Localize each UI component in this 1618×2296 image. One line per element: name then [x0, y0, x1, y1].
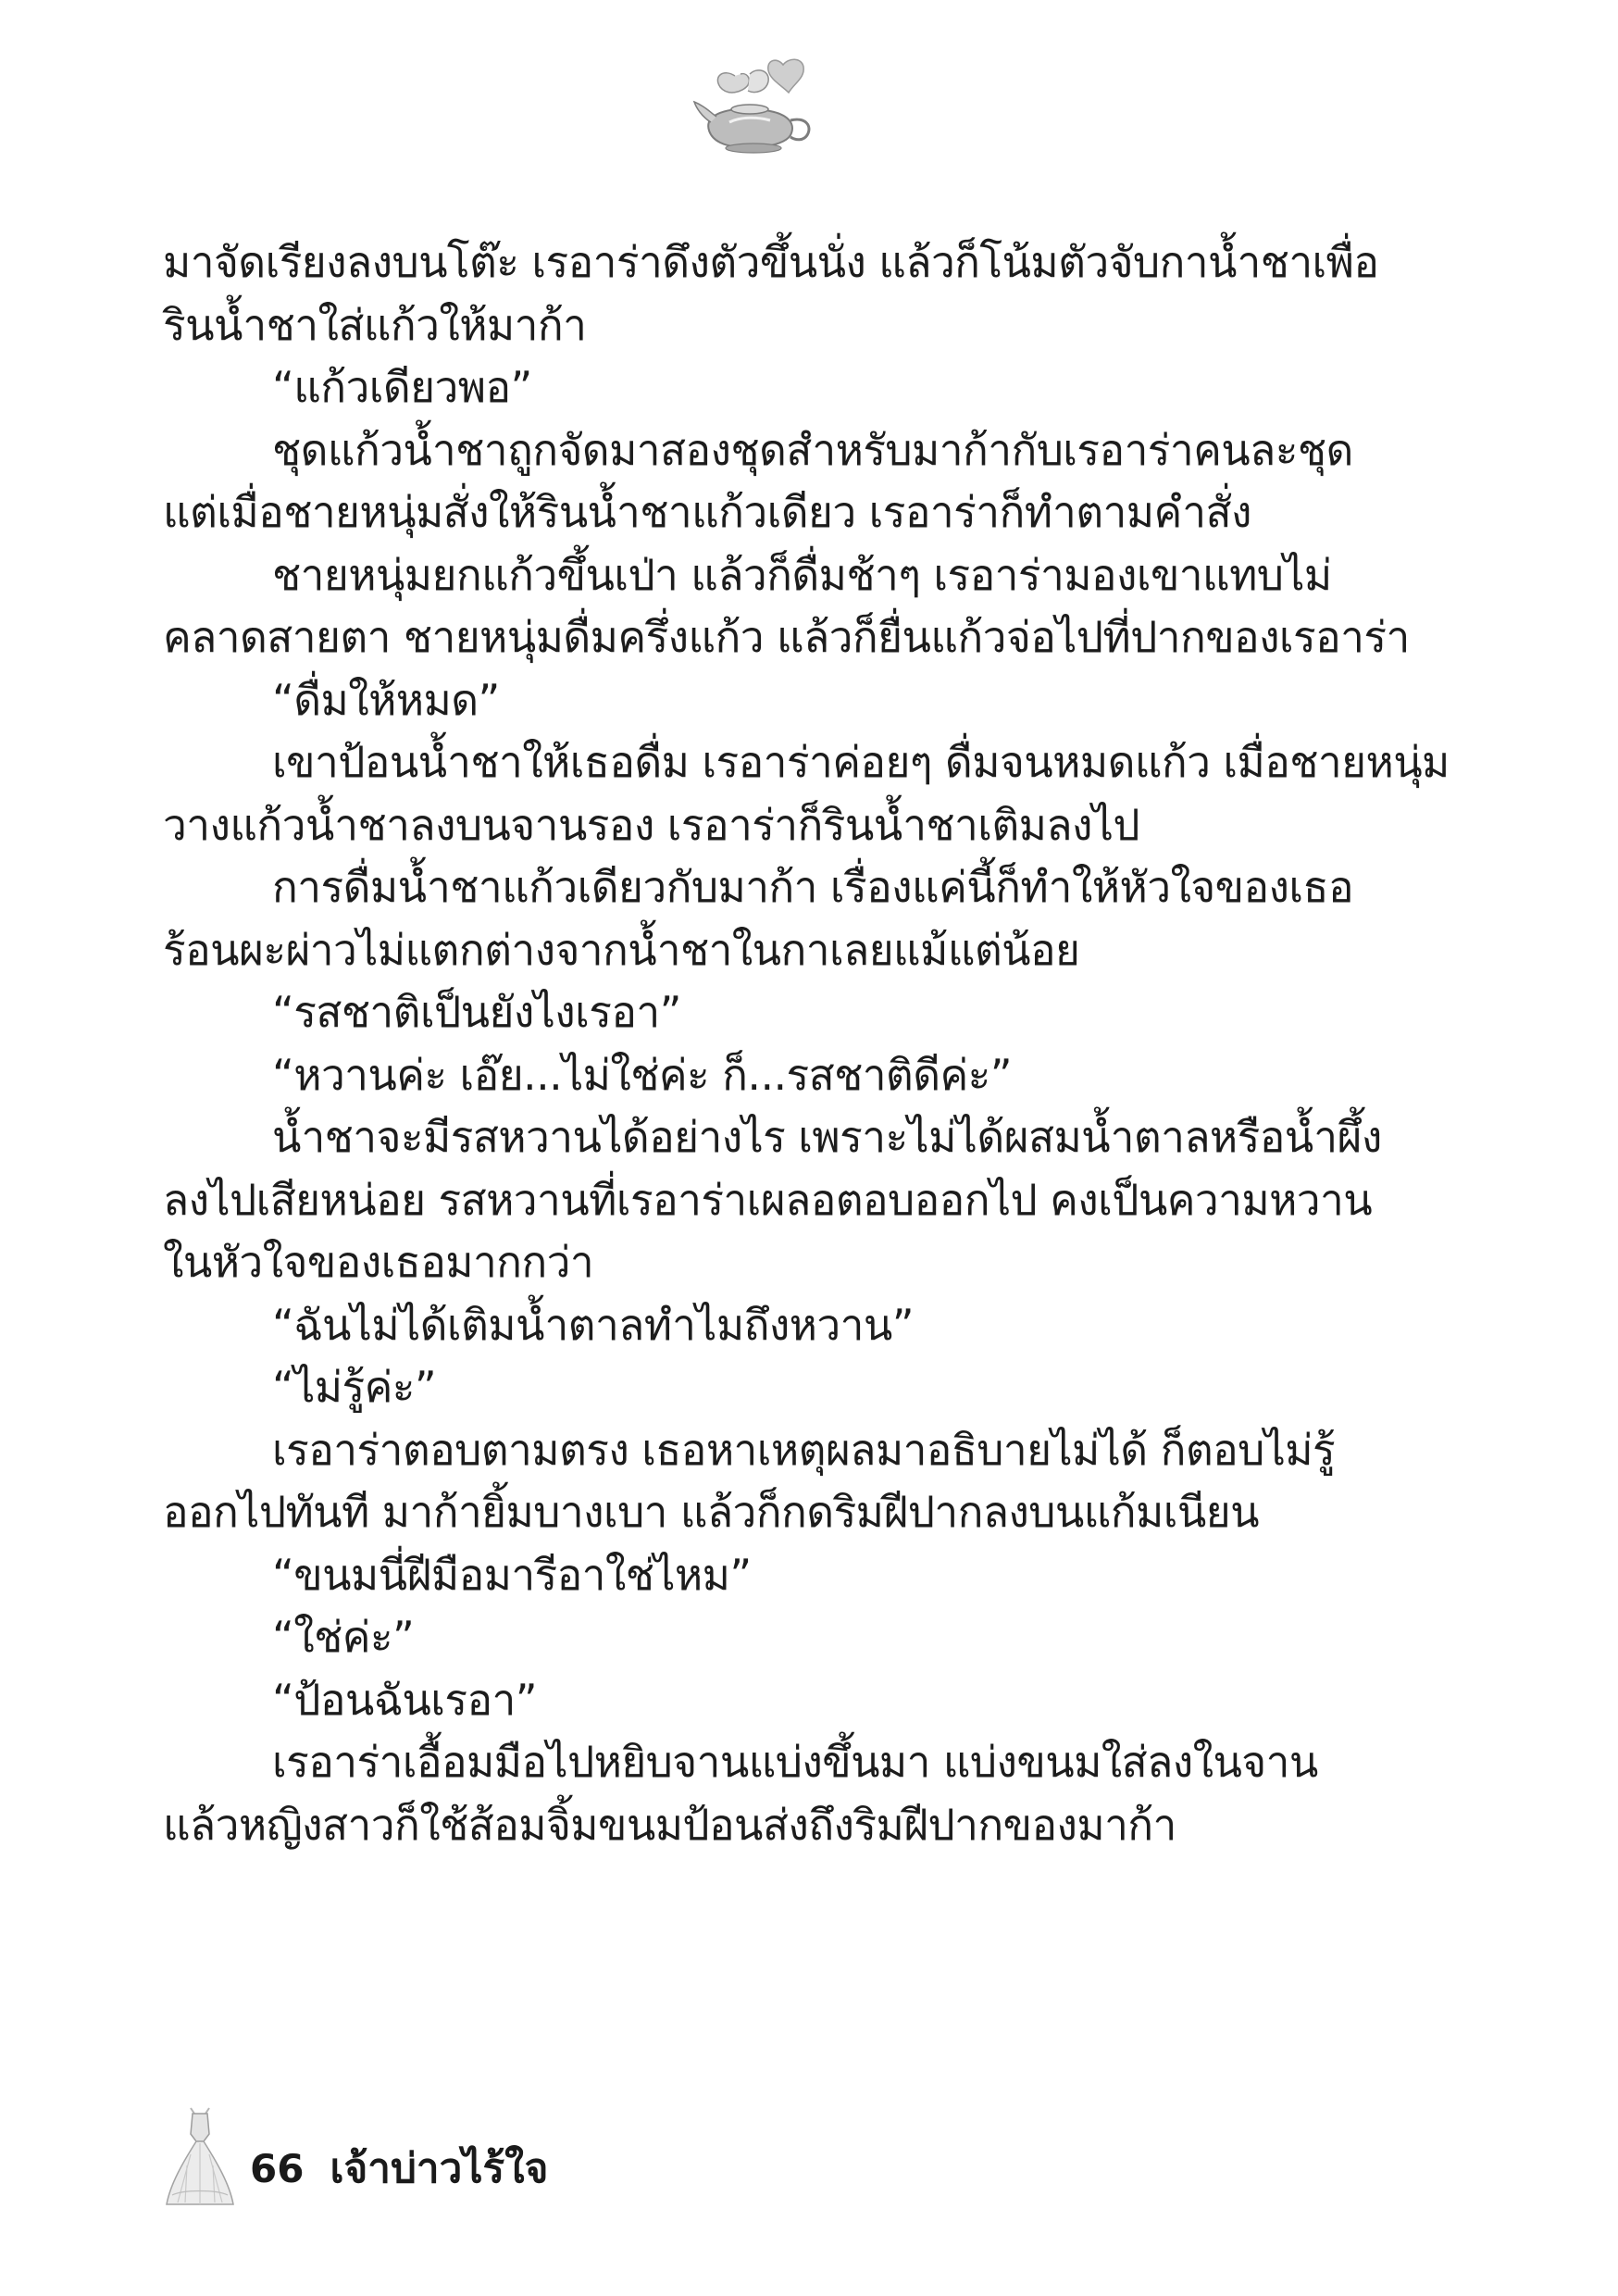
- page-number: 66: [250, 2145, 305, 2191]
- page-footer: [163, 2106, 548, 2208]
- text-line: ร้อนผะผ่าวไม่แตกต่างจากน้ำชาในกาเลยแม้แต่น้อย: [163, 924, 1080, 975]
- text-line: วางแก้วน้ำชาลงบนจานรอง เรอาร่าก็รินน้ำชาเติมลงไป: [163, 799, 1139, 850]
- text-line: “รสชาติเป็นยังไงเรอา”: [272, 987, 681, 1037]
- text-line: “ขนมนี่ฝีมือมารีอาใช่ไหม”: [272, 1549, 752, 1600]
- text-line: “ฉันไม่ได้เติมน้ำตาลทำไมถึงหวาน”: [272, 1299, 914, 1350]
- text-line: ชายหนุ่มยกแก้วขึ้นเป่า แล้วก็ดื่มช้าๆ เรอาร่ามองเขาแทบไม่: [272, 549, 1332, 600]
- text-line: การดื่มน้ำชาแก้วเดียวกับมาก้า เรื่องแค่นี้ก็ทำให้หัวใจของเธอ: [272, 862, 1354, 912]
- text-line: เรอาร่าเอื้อมมือไปหยิบจานแบ่งขึ้นมา แบ่งขนมใส่ลงในจาน: [272, 1737, 1318, 1787]
- text-line: ในหัวใจของเธอมากกว่า: [163, 1237, 594, 1287]
- text-line: ชุดแก้วน้ำชาถูกจัดมาสองชุดสำหรับมาก้ากับเรอาร่าคนละชุด: [272, 424, 1353, 475]
- text-line: “ไม่รู้ค่ะ”: [272, 1362, 437, 1412]
- text-line: แล้วหญิงสาวก็ใช้ส้อมจิ้มขนมป้อนส่งถึงริมฝีปากของมาก้า: [163, 1799, 1176, 1850]
- wedding-dress-icon: [163, 2106, 237, 2208]
- text-line: เรอาร่าตอบตามตรง เธอหาเหตุผลมาอธิบายไม่ได้ ก็ตอบไม่รู้: [272, 1424, 1336, 1475]
- text-line: ออกไปทันที มาก้ายิ้มบางเบา แล้วก็กดริมฝีปากลงบนแก้มเนียน: [163, 1487, 1259, 1537]
- text-line: มาจัดเรียงลงบนโต๊ะ เรอาร่าดึงตัวขึ้นนั่ง แล้วก็โน้มตัวจับกาน้ำชาเพื่อ: [163, 237, 1379, 287]
- book-title: เจ้าบ่าวไร้ใจ: [330, 2145, 549, 2192]
- text-line: “ดื่มให้หมด”: [272, 674, 500, 725]
- cupid-teapot-icon: [692, 56, 822, 157]
- text-line: น้ำชาจะมีรสหวานได้อย่างไร เพราะไม่ได้ผสมน้ำตาลหรือน้ำผึ้ง: [272, 1112, 1382, 1162]
- text-line: “แก้วเดียวพอ”: [272, 362, 532, 412]
- text-line: เขาป้อนน้ำชาให้เธอดื่ม เรอาร่าค่อยๆ ดื่มจนหมดแก้ว เมื่อชายหนุ่ม: [272, 737, 1450, 787]
- text-line: ลงไปเสียหน่อย รสหวานที่เรอาร่าเผลอตอบออกไป คงเป็นความหวาน: [163, 1174, 1373, 1225]
- text-line: คลาดสายตา ชายหนุ่มดื่มครึ่งแก้ว แล้วก็ยื่นแก้วจ่อไปที่ปากของเรอาร่า: [163, 612, 1410, 662]
- text-line: รินน้ำชาใส่แก้วให้มาก้า: [163, 299, 587, 350]
- text-line: “หวานค่ะ เอ๊ย...ไม่ใช่ค่ะ ก็...รสชาติดีค่ะ”: [272, 1049, 1012, 1100]
- story-text: [163, 231, 1450, 1856]
- text-line: “ใช่ค่ะ”: [272, 1612, 415, 1662]
- text-line: แต่เมื่อชายหนุ่มสั่งให้รินน้ำชาแก้วเดียว เรอาร่าก็ทำตามคำสั่ง: [163, 487, 1251, 537]
- text-line: “ป้อนฉันเรอา”: [272, 1674, 537, 1725]
